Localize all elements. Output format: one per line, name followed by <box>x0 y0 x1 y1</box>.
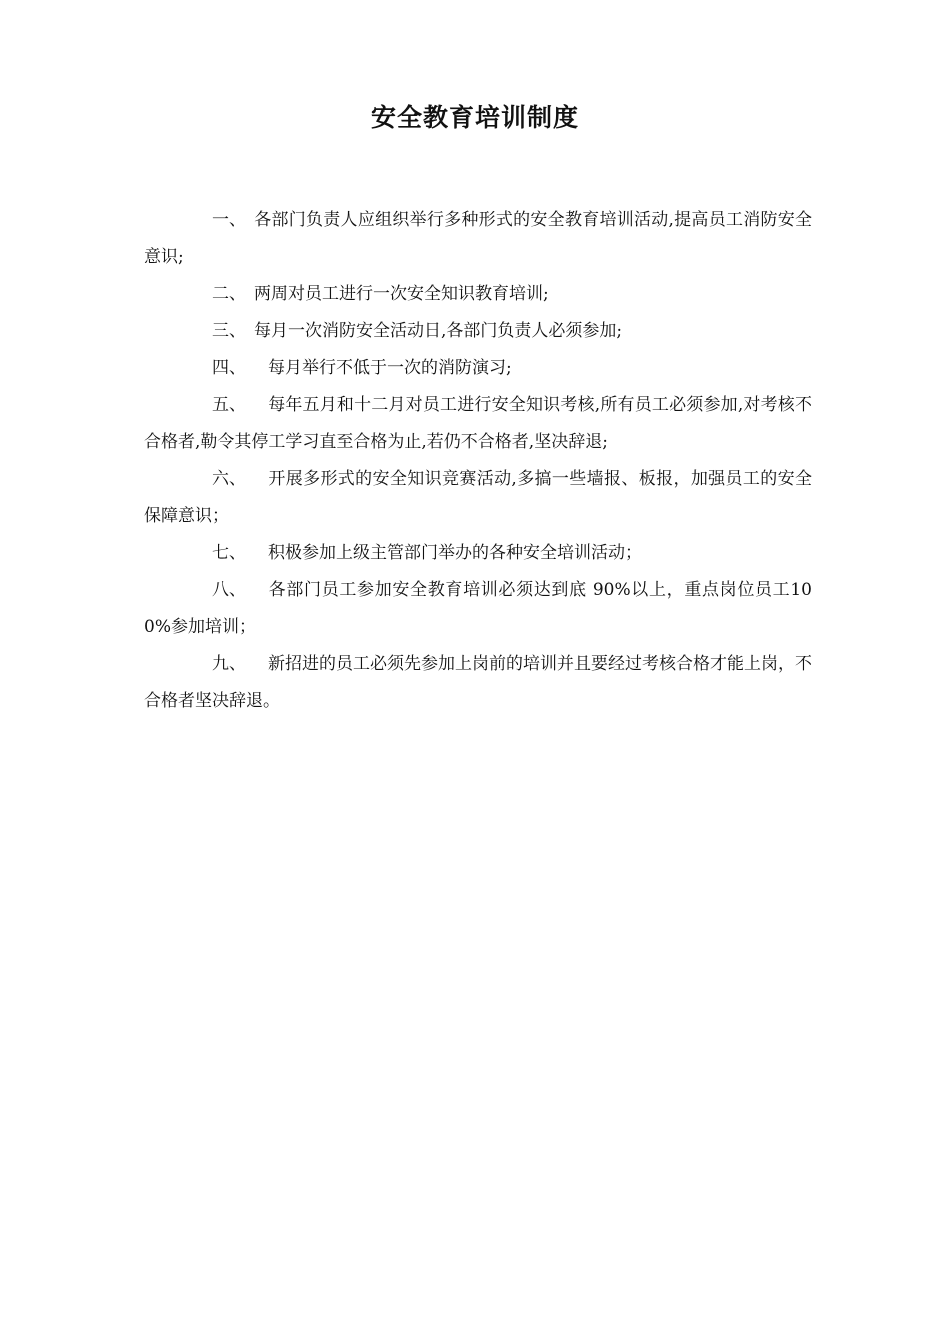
item-text: 积极参加上级主管部门举办的各种安全培训活动； <box>268 543 642 563</box>
list-item <box>144 387 812 461</box>
list-item <box>144 350 812 387</box>
list-item <box>144 313 812 350</box>
item-text: 开展多形式的安全知识竞赛活动,多搞一些墙报、板报，加强员工的安全保障意识； <box>144 469 812 526</box>
list-item <box>144 461 812 535</box>
list-item <box>144 276 812 313</box>
item-text: 两周对员工进行一次安全知识教育培训; <box>254 284 549 304</box>
item-number: 三、 <box>212 321 246 341</box>
document-body <box>144 202 812 720</box>
item-number: 六、 <box>212 469 246 489</box>
item-number: 九、 <box>212 654 246 674</box>
item-text: 每年五月和十二月对员工进行安全知识考核,所有员工必须参加,对考核不合格者,勒令其停工学习直至合格为止,若仍不合格者,坚决辞退; <box>144 395 812 452</box>
item-text: 每月一次消防安全活动日,各部门负责人必须参加; <box>254 321 623 341</box>
list-item <box>144 572 812 646</box>
item-number: 八、 <box>212 580 246 600</box>
list-item <box>144 202 812 276</box>
item-number: 一、 <box>212 210 246 230</box>
item-number: 七、 <box>212 543 246 563</box>
item-text: 新招进的员工必须先参加上岗前的培训并且要经过考核合格才能上岗，不合格者坚决辞退。 <box>144 654 812 711</box>
list-item <box>144 646 812 720</box>
item-text: 每月举行不低于一次的消防演习; <box>268 358 512 378</box>
item-text: 各部门员工参加安全教育培训必须达到底 90%以上，重点岗位员工100%参加培训； <box>144 580 812 637</box>
document-title: 安全教育培训制度 <box>370 103 579 132</box>
list-item <box>144 535 812 572</box>
item-number: 二、 <box>212 284 246 304</box>
item-text: 各部门负责人应组织举行多种形式的安全教育培训活动,提高员工消防安全意识; <box>144 210 812 267</box>
item-number: 四、 <box>212 358 246 378</box>
item-number: 五、 <box>212 395 246 415</box>
